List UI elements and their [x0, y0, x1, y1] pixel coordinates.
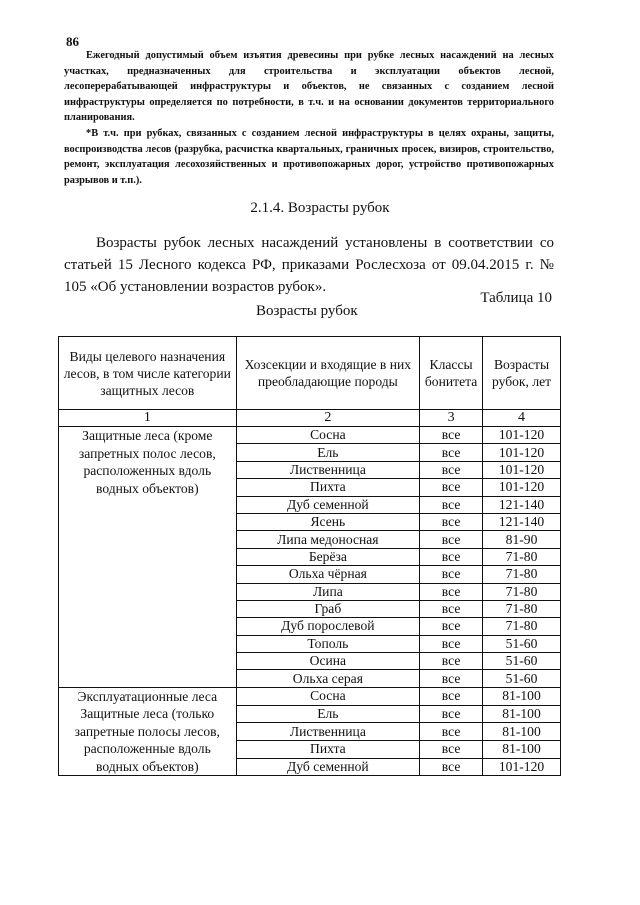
main-paragraph: Возрасты рубок лесных насаждений установлены в соответствии со статьей 15 Лесного кодекса РФ, приказами Рослесхоза от 09.04.2015 г. № 105 «Об установлении возрастов рубок».: [64, 235, 554, 295]
cutting-age-cell: 101-120: [483, 479, 561, 496]
table-body: [59, 427, 561, 776]
species-cell: Липа: [236, 583, 419, 600]
table-caption: Возрасты рубок: [256, 303, 358, 319]
column-number: 1: [59, 410, 237, 427]
species-cell: Пихта: [236, 479, 419, 496]
site-class-cell: все: [420, 479, 483, 496]
site-class-cell: все: [420, 635, 483, 652]
cutting-age-cell: 81-100: [483, 723, 561, 741]
cutting-age-cell: 51-60: [483, 653, 561, 670]
site-class-cell: все: [420, 600, 483, 617]
header-site-class: Классы бонитета: [420, 337, 483, 410]
site-class-cell: все: [420, 513, 483, 530]
site-class-cell: все: [420, 583, 483, 600]
note-paragraph-2: *В т.ч. при рубках, связанных с созданием лесной инфраструктуры в целях охраны, защиты, воспроизводства лесов (разрубка, расчистка квартальных, граничных просек, визиров, строительство, ремонт, эксплуатация лесохозяйственных и противопожарных дорог, устройство противопожарных разрывов и т.п.).: [64, 128, 554, 186]
table-row: [59, 687, 561, 705]
species-cell: Ель: [236, 444, 419, 461]
cutting-age-cell: 51-60: [483, 635, 561, 652]
cutting-age-cell: 71-80: [483, 548, 561, 565]
species-cell: Дуб семенной: [236, 758, 419, 776]
header-cutting-age: Возрасты рубок, лет: [483, 337, 561, 410]
site-class-cell: все: [420, 566, 483, 583]
section-heading: 2.1.4. Возрасты рубок: [250, 200, 390, 216]
site-class-cell: все: [420, 705, 483, 723]
species-cell: Берёза: [236, 548, 419, 565]
column-number-row: [59, 410, 561, 427]
column-number: 3: [420, 410, 483, 427]
site-class-cell: все: [420, 653, 483, 670]
site-class-cell: все: [420, 427, 483, 444]
cutting-age-cell: 81-100: [483, 740, 561, 758]
species-cell: Ольха чёрная: [236, 566, 419, 583]
note-paragraph-1: Ежегодный допустимый объем изъятия древесины при рубке лесных насаждений на лесных участках, предназначенных для строительства и эксплуатации объектов лесной, лесоперерабатывающей инфраструктуры и объектов, не связанных с созданием лесной инфраструктуры определяется по потребности, в т.ч. и на основании документов территориального планирования.: [64, 50, 554, 124]
column-number: 4: [483, 410, 561, 427]
species-cell: Лиственница: [236, 461, 419, 478]
cutting-ages-table: [58, 336, 561, 776]
cutting-age-cell: 81-90: [483, 531, 561, 548]
page-number: 86: [66, 34, 79, 49]
species-cell: Осина: [236, 653, 419, 670]
cutting-age-cell: 81-100: [483, 687, 561, 705]
site-class-cell: все: [420, 496, 483, 513]
species-cell: Дуб порослевой: [236, 618, 419, 635]
species-cell: Граб: [236, 600, 419, 617]
cutting-age-cell: 71-80: [483, 600, 561, 617]
site-class-cell: все: [420, 740, 483, 758]
site-class-cell: все: [420, 461, 483, 478]
site-class-cell: все: [420, 723, 483, 741]
species-cell: Сосна: [236, 427, 419, 444]
site-class-cell: все: [420, 618, 483, 635]
column-number: 2: [236, 410, 419, 427]
species-cell: Сосна: [236, 687, 419, 705]
species-cell: Дуб семенной: [236, 496, 419, 513]
site-class-cell: все: [420, 687, 483, 705]
species-cell: Тополь: [236, 635, 419, 652]
cutting-age-cell: 101-120: [483, 461, 561, 478]
table-row: [59, 427, 561, 444]
cutting-age-cell: 71-80: [483, 566, 561, 583]
site-class-cell: все: [420, 758, 483, 776]
cutting-age-cell: 101-120: [483, 427, 561, 444]
cutting-age-cell: 121-140: [483, 496, 561, 513]
cutting-age-cell: 81-100: [483, 705, 561, 723]
cutting-age-cell: 71-80: [483, 583, 561, 600]
cutting-age-cell: 51-60: [483, 670, 561, 687]
species-cell: Пихта: [236, 740, 419, 758]
site-class-cell: все: [420, 670, 483, 687]
species-cell: Ольха серая: [236, 670, 419, 687]
forest-purpose-cell: Защитные леса (кроме запретных полос лесов, расположенных вдоль водных объектов): [59, 427, 237, 688]
header-species: Хозсекции и входящие в них преобладающие породы: [236, 337, 419, 410]
table-label: Таблица 10: [480, 290, 552, 306]
site-class-cell: все: [420, 444, 483, 461]
site-class-cell: все: [420, 531, 483, 548]
forest-purpose-cell: Эксплуатационные леса Защитные леса (только запретные полосы лесов, расположенные вдоль водных объектов): [59, 687, 237, 776]
cutting-age-cell: 121-140: [483, 513, 561, 530]
species-cell: Лиственница: [236, 723, 419, 741]
cutting-age-cell: 101-120: [483, 444, 561, 461]
header-purpose: Виды целевого назначения лесов, в том числе категории защитных лесов: [59, 337, 237, 410]
species-cell: Ясень: [236, 513, 419, 530]
species-cell: Липа медоносная: [236, 531, 419, 548]
site-class-cell: все: [420, 548, 483, 565]
table-header-row: [59, 337, 561, 410]
cutting-age-cell: 101-120: [483, 758, 561, 776]
species-cell: Ель: [236, 705, 419, 723]
cutting-age-cell: 71-80: [483, 618, 561, 635]
